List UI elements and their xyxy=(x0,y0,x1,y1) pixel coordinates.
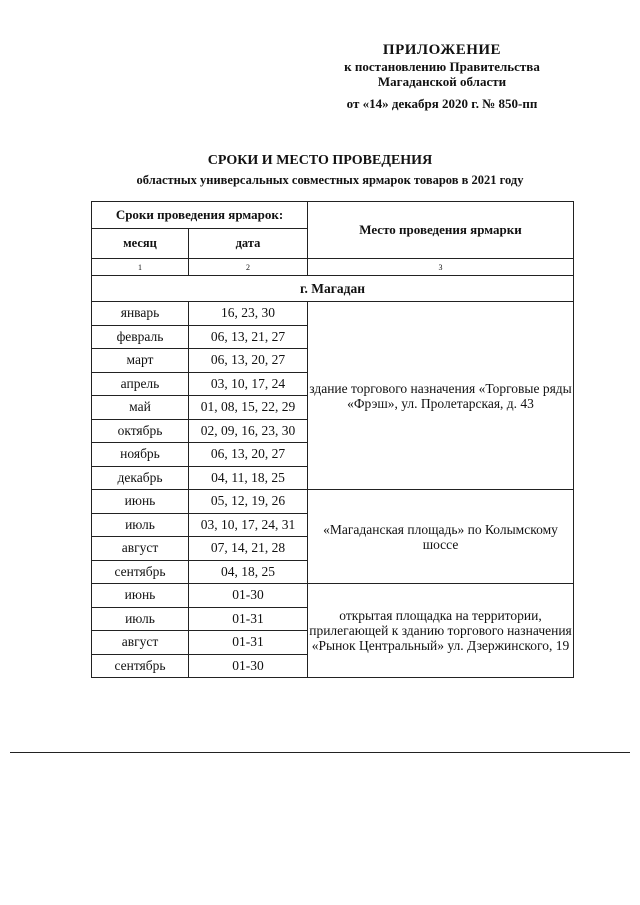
column-number-1: 1 xyxy=(92,259,189,276)
column-number-2: 2 xyxy=(189,259,308,276)
date-cell: 06, 13, 20, 27 xyxy=(189,349,308,373)
month-cell: июль xyxy=(92,607,189,631)
month-cell: май xyxy=(92,396,189,420)
month-cell: август xyxy=(92,631,189,655)
header-schedule-group: Сроки проведения ярмарок: xyxy=(92,202,308,229)
document-subtitle: областных универсальных совместных ярмарок товаров в 2021 году xyxy=(136,173,524,187)
date-cell: 01, 08, 15, 22, 29 xyxy=(189,396,308,420)
month-cell: сентябрь xyxy=(92,654,189,678)
date-cell: 04, 11, 18, 25 xyxy=(189,466,308,490)
month-cell: июнь xyxy=(92,490,189,514)
date-cell: 03, 10, 17, 24, 31 xyxy=(189,513,308,537)
header-place: Место проведения ярмарки xyxy=(308,202,574,259)
appendix-title: ПРИЛОЖЕНИЕ xyxy=(382,42,502,58)
month-cell: декабрь xyxy=(92,466,189,490)
month-cell: октябрь xyxy=(92,419,189,443)
table-row xyxy=(92,490,574,514)
header-month: месяц xyxy=(92,229,189,259)
table-row xyxy=(92,302,574,326)
month-cell: июнь xyxy=(92,584,189,608)
month-cell: март xyxy=(92,349,189,373)
month-cell: июль xyxy=(92,513,189,537)
place-cell: здание торгового назначения «Торговые ряды «Фрэш», ул. Пролетарская, д. 43 xyxy=(308,302,574,490)
date-cell: 01-31 xyxy=(189,607,308,631)
date-cell: 06, 13, 20, 27 xyxy=(189,443,308,467)
date-cell: 03, 10, 17, 24 xyxy=(189,372,308,396)
month-cell: август xyxy=(92,537,189,561)
date-cell: 05, 12, 19, 26 xyxy=(189,490,308,514)
place-cell: открытая площадка на территории, прилегающей к зданию торгового назначения «Рынок Центральный» ул. Дзержинского, 19 xyxy=(308,584,574,678)
month-cell: ноябрь xyxy=(92,443,189,467)
date-cell: 01-31 xyxy=(189,631,308,655)
month-cell: апрель xyxy=(92,372,189,396)
fair-schedule-table xyxy=(91,201,574,678)
month-cell: февраль xyxy=(92,325,189,349)
city-row: г. Магадан xyxy=(92,276,574,302)
date-cell: 07, 14, 21, 28 xyxy=(189,537,308,561)
month-cell: сентябрь xyxy=(92,560,189,584)
appendix-block xyxy=(322,42,562,112)
month-cell: январь xyxy=(92,302,189,326)
date-cell: 01-30 xyxy=(189,654,308,678)
date-cell: 16, 23, 30 xyxy=(189,302,308,326)
appendix-line-2: Магаданской области xyxy=(377,74,507,89)
appendix-line-1: к постановлению Правительства xyxy=(344,59,540,74)
appendix-reference: от «14» декабря 2020 г. № 850-пп xyxy=(346,96,538,111)
page-bottom-rule xyxy=(10,752,630,753)
date-cell: 02, 09, 16, 23, 30 xyxy=(189,419,308,443)
column-number-3: 3 xyxy=(308,259,574,276)
place-cell: «Магаданская площадь» по Колымскому шоссе xyxy=(308,490,574,584)
document-title: СРОКИ И МЕСТО ПРОВЕДЕНИЯ xyxy=(207,153,433,168)
date-cell: 06, 13, 21, 27 xyxy=(189,325,308,349)
table-row xyxy=(92,584,574,608)
header-date: дата xyxy=(189,229,308,259)
date-cell: 01-30 xyxy=(189,584,308,608)
date-cell: 04, 18, 25 xyxy=(189,560,308,584)
